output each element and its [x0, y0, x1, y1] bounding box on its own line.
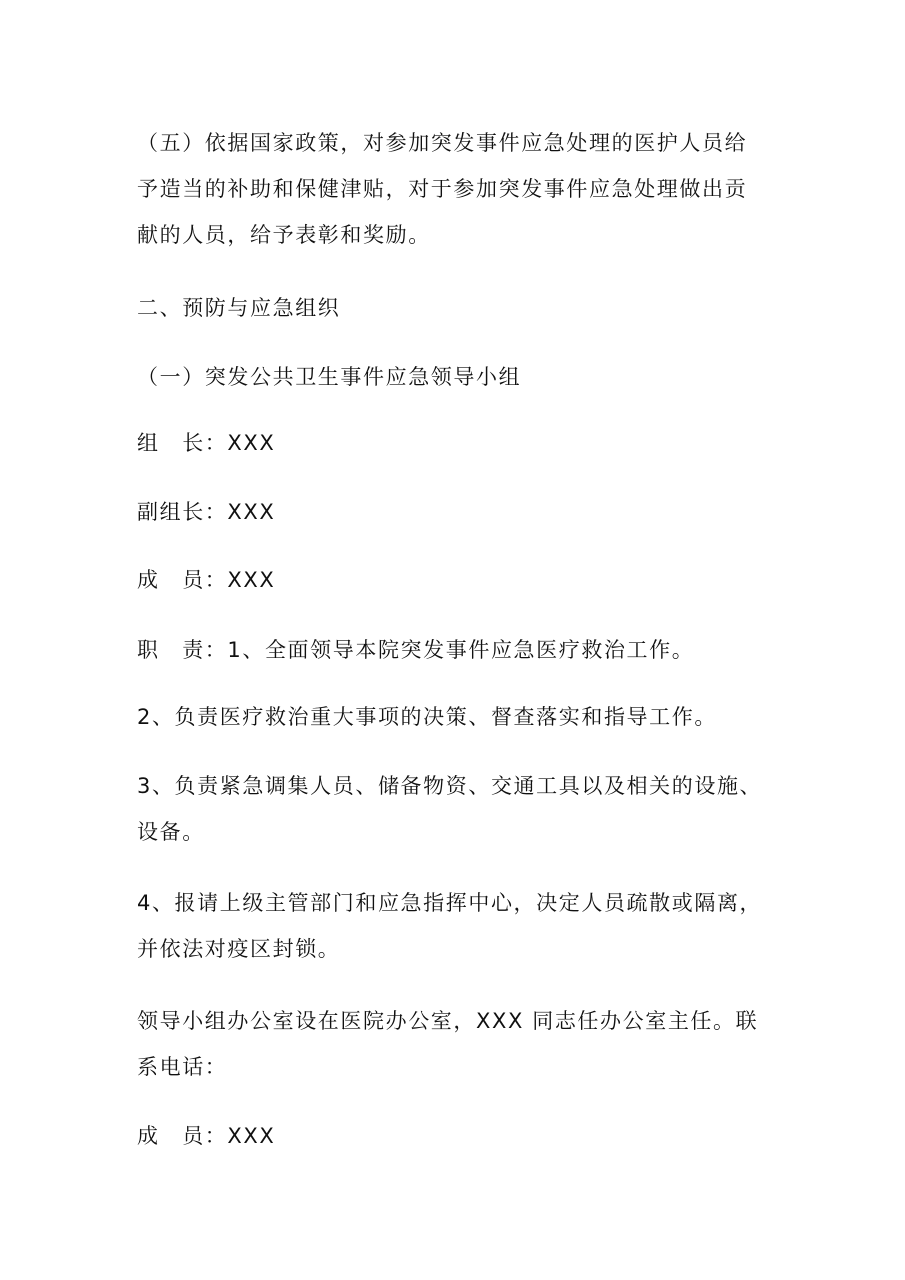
- paragraph-line: 3、负责紧急调集人员、储备物资、交通工具以及相关的设施、: [137, 774, 763, 798]
- duty-item-3: [137, 763, 767, 855]
- duty-item-4: [137, 880, 767, 972]
- members-line: 成 员：XXX: [137, 568, 276, 592]
- deputy-leader-line: 副组长：XXX: [137, 500, 276, 524]
- paragraph-line: （五）依据国家政策，对参加突发事件应急处理的医护人员给: [137, 131, 748, 155]
- section-heading: 二、预防与应急组织: [137, 296, 341, 320]
- paragraph-line: 献的人员，给予表彰和奖励。: [137, 223, 431, 247]
- paragraph-subsidy: [137, 120, 767, 258]
- paragraph-line: 4、报请上级主管部门和应急指挥中心，决定人员疏散或隔离，: [137, 891, 763, 915]
- leader-line: 组 长：XXX: [137, 431, 276, 455]
- paragraph-line: 并依法对疫区封锁。: [137, 937, 341, 961]
- members-line: 成 员：XXX: [137, 1124, 276, 1148]
- subsection-heading: （一）突发公共卫生事件应急领导小组: [137, 365, 522, 389]
- paragraph-line: 系电话：: [137, 1055, 228, 1079]
- paragraph-line: 予造当的补助和保健津贴，对于参加突发事件应急处理做出贡: [137, 177, 748, 201]
- duty-item-2: 2、负责医疗救治重大事项的决策、督查落实和指导工作。: [137, 705, 717, 729]
- paragraph-line: 领导小组办公室设在医院办公室，XXX 同志任办公室主任。联: [137, 1009, 759, 1033]
- duty-item-1: 职 责：1、全面领导本院突发事件应急医疗救治工作。: [137, 638, 695, 662]
- office-note: [137, 998, 767, 1090]
- paragraph-line: 设备。: [137, 820, 205, 844]
